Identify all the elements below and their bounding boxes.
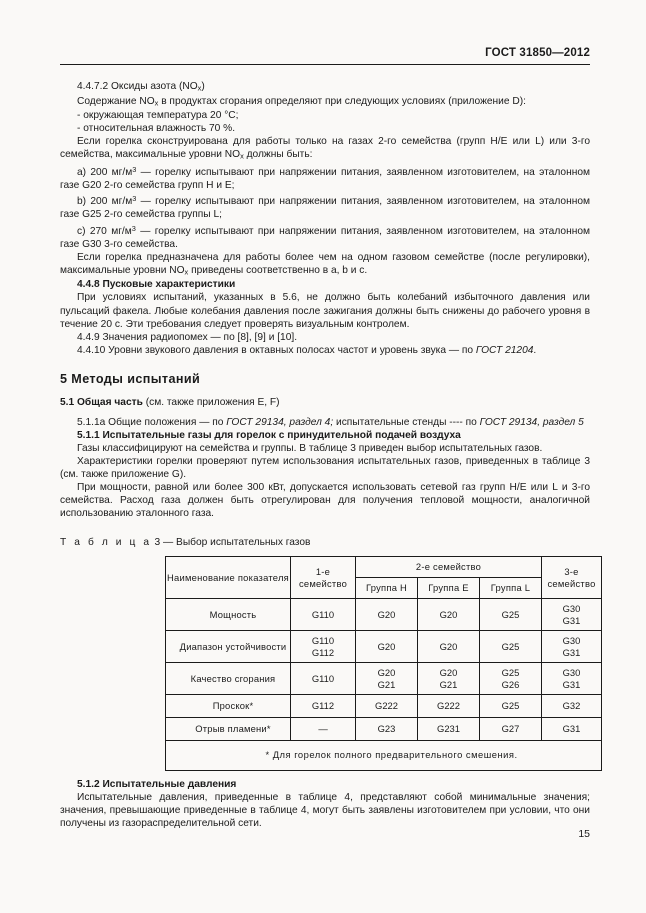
table-row xyxy=(166,718,602,741)
heading-5-1-2: 5.1.2 Испытательные давления xyxy=(77,779,237,790)
list-item-a xyxy=(60,163,590,192)
tail-text-block xyxy=(60,778,590,830)
table-3-caption xyxy=(60,537,310,548)
cell-power-group-e: G20 xyxy=(418,599,480,631)
table-row xyxy=(166,663,602,695)
row-label-combustion-quality: Качество сгорания xyxy=(166,663,291,695)
standard-id-header: ГОСТ 31850—2012 xyxy=(485,47,590,59)
cubic-meter-sup-a: 3 xyxy=(132,165,137,175)
clause-number: 4.4.7.2 xyxy=(77,81,109,92)
nox-subscript-4: x xyxy=(184,267,189,277)
clause-5-1-1a-a: 5.1.1a Общие положения — по xyxy=(77,416,227,428)
cell-combustion-group-e: G20 G21 xyxy=(418,663,480,695)
table-caption-number: 3 xyxy=(154,537,161,548)
paragraph-burner-characteristics: Характеристики горелки проверяют путем использования испытательных газов, приведенных в таблице 3 (см. также приложение G). xyxy=(60,455,590,480)
gost-29134-ref-1: ГОСТ 29134, раздел 4; xyxy=(226,416,334,428)
clause-title-end: ) xyxy=(201,81,205,92)
paragraph-power-300kw: При мощности, равной или более 300 кВт, допускается использовать сетевой газ групп H/E или L и 3-го семейства. Расход газа должен быть отрегулирован для получения тепловой мощности, аналогичной использованию эталонного газа. xyxy=(60,482,590,520)
nox-subscript-2: x xyxy=(154,98,159,108)
multi-family-a: Если горелка предназначена для работы более чем на одном газовом семействе (после регулировки), максимальные уровни NO xyxy=(60,251,590,276)
table-row xyxy=(166,631,602,663)
table-caption-label: Т а б л и ц а xyxy=(60,537,152,548)
col-header-family-3: 3-е семейство xyxy=(542,557,602,599)
cell-liftoff-fam1: — xyxy=(291,718,356,741)
cell-stability-group-l: G25 xyxy=(480,631,542,663)
col-header-group-e: Группа E xyxy=(418,578,480,599)
paragraph-multi-family xyxy=(60,251,590,279)
clause-title: Оксиды азота (NO xyxy=(111,81,198,92)
table-row xyxy=(166,695,602,718)
paragraph-nox-conditions xyxy=(60,95,590,110)
paragraph-4-4-9: 4.4.9 Значения радиопомех — по [8], [9] и [10]. xyxy=(77,331,298,343)
spacer xyxy=(60,389,590,396)
nox-subscript-3: x xyxy=(240,152,244,162)
row-label-flashback: Проскок* xyxy=(166,695,291,718)
col-header-group-h: Группа H xyxy=(356,578,418,599)
paragraph-single-family xyxy=(60,135,590,163)
table-caption-title: — Выбор испытательных газов xyxy=(163,537,311,548)
cell-combustion-group-l: G25 G26 xyxy=(480,663,542,695)
item-a-pre: a) 200 мг/м xyxy=(77,167,133,179)
paragraph-4-4-10 xyxy=(60,344,590,357)
item-b-pre: b) 200 мг/м xyxy=(77,196,133,208)
cell-stability-fam1: G110 G112 xyxy=(291,631,356,663)
cell-combustion-group-h: G20 G21 xyxy=(356,663,418,695)
list-item-c xyxy=(60,222,590,251)
cell-liftoff-group-e: G231 xyxy=(418,718,480,741)
cubic-meter-sup-c: 3 xyxy=(131,223,136,233)
heading-5-1-rest: (см. также приложения E, F) xyxy=(142,396,280,408)
paragraph-5-1-1a xyxy=(60,416,590,429)
cell-flashback-group-l: G25 xyxy=(480,695,542,718)
nox-subscript: x xyxy=(197,83,202,93)
single-family-a: Если горелка сконструирована для работы только на газах 2-го семейства (групп H/E или L) или 3-го семейства, максимальные уровни NO xyxy=(60,136,590,161)
clause-4-4-10-text: 4.4.10 Уровни звукового давления в октавных полосах частот и уровень звука — по xyxy=(77,344,476,356)
page-number: 15 xyxy=(578,828,590,840)
multi-family-b: приведены соответственно в a, b и c. xyxy=(188,264,368,276)
cell-liftoff-group-l: G27 xyxy=(480,718,542,741)
paragraph-4-4-8-body: При условиях испытаний, указанных в 5.6, не должно быть колебаний избыточного давления или пульсаций факела. Любые колебания давления после зажигания должны быть снижены до рабочего уровня в течение 20 с. Эти требования следует проверять визуальным контролем. xyxy=(60,292,590,330)
bullet-temperature: - окружающая температура 20 °С; xyxy=(77,110,239,122)
cell-stability-group-h: G20 xyxy=(356,631,418,663)
cell-flashback-fam1: G112 xyxy=(291,695,356,718)
cell-flashback-group-e: G222 xyxy=(418,695,480,718)
cell-flashback-fam3: G32 xyxy=(542,695,602,718)
clause-5-1-1a-b: испытательные стенды ---- по xyxy=(333,416,480,428)
bullet-humidity: - относительная влажность 70 %. xyxy=(77,123,236,135)
clause-4-4-10-end: . xyxy=(533,344,537,356)
cell-flashback-group-h: G222 xyxy=(356,695,418,718)
heading-5-1-bold: 5.1 Общая часть xyxy=(60,396,143,408)
nox-conditions-a: Содержание NO xyxy=(77,95,155,107)
heading-4-4-8: 4.4.8 Пусковые характеристики xyxy=(77,279,236,291)
heading-5-1-1: 5.1.1 Испытательные газы для горелок с принудительной подачей воздуха xyxy=(77,429,461,441)
table-body xyxy=(166,599,602,771)
header-rule xyxy=(60,64,590,65)
item-b-post: — горелку испытывают при напряжении питания, заявленном изготовителем, на эталонном газе G25 2-го семейства группы L; xyxy=(60,196,590,221)
table-row xyxy=(166,599,602,631)
cell-combustion-fam1: G110 xyxy=(291,663,356,695)
gost-21204-ref: ГОСТ 21204 xyxy=(475,344,534,356)
cell-liftoff-group-h: G23 xyxy=(356,718,418,741)
item-c-post: — горелку испытывают при напряжении питания, заявленном изготовителем, на эталонном газе G30 3-го семейства. xyxy=(60,225,590,250)
col-header-indicator-name: Наименование показателя xyxy=(166,557,291,599)
cubic-meter-sup-b: 3 xyxy=(132,194,137,204)
row-label-flame-liftoff: Отрыв пламени* xyxy=(166,718,291,741)
page-content xyxy=(60,0,596,913)
section-heading-5: 5 Методы испытаний xyxy=(60,371,201,386)
table-head xyxy=(166,557,602,599)
cell-power-group-h: G20 xyxy=(356,599,418,631)
item-c-pre: c) 270 мг/м xyxy=(77,225,132,237)
table-footnote-row xyxy=(166,741,602,771)
cell-power-fam1: G110 xyxy=(291,599,356,631)
spacer-2 xyxy=(60,409,590,416)
paragraph-gas-classification: Газы классифицируют на семейства и группы. В таблице 3 приведен выбор испытательных газов. xyxy=(77,442,543,454)
col-header-family-2: 2-е семейство xyxy=(356,557,542,578)
cell-power-group-l: G25 xyxy=(480,599,542,631)
single-family-b: должны быть: xyxy=(243,149,313,161)
col-header-group-l: Группа L xyxy=(480,578,542,599)
table-header-row-1 xyxy=(166,557,602,578)
cell-combustion-fam3: G30 G31 xyxy=(542,663,602,695)
gost-29134-ref-2: ГОСТ 29134, раздел 5 xyxy=(479,416,584,428)
row-label-stability-range: Диапазон устойчивости xyxy=(166,631,291,663)
list-item-b xyxy=(60,192,590,221)
cell-stability-fam3: G30 G31 xyxy=(542,631,602,663)
cell-power-fam3: G30 G31 xyxy=(542,599,602,631)
nox-conditions-b: в продуктах сгорания определяют при следующих условиях (приложение D): xyxy=(158,95,526,107)
paragraph-test-pressures: Испытательные давления, приведенные в таблице 4, представляют собой минимальные значения; значения, превышающие приведенные в таблице 4, могут быть заявлены изготовителем при условии, что они получены из газораспределительной сети. xyxy=(60,792,590,830)
table-footnote: * Для горелок полного предварительного смешения. xyxy=(166,741,602,771)
row-label-power: Мощность xyxy=(166,599,291,631)
heading-5-1 xyxy=(60,396,590,409)
body-text-block xyxy=(60,80,590,520)
col-header-family-1: 1-е семейство xyxy=(291,557,356,599)
cell-liftoff-fam3: G31 xyxy=(542,718,602,741)
test-gases-table xyxy=(165,556,602,771)
item-a-post: — горелку испытывают при напряжении питания, заявленном изготовителем, на эталонном газе G20 2-го семейства групп H и E; xyxy=(60,167,590,192)
cell-stability-group-e: G20 xyxy=(418,631,480,663)
paragraph-4-4-7-2-title xyxy=(60,80,590,95)
